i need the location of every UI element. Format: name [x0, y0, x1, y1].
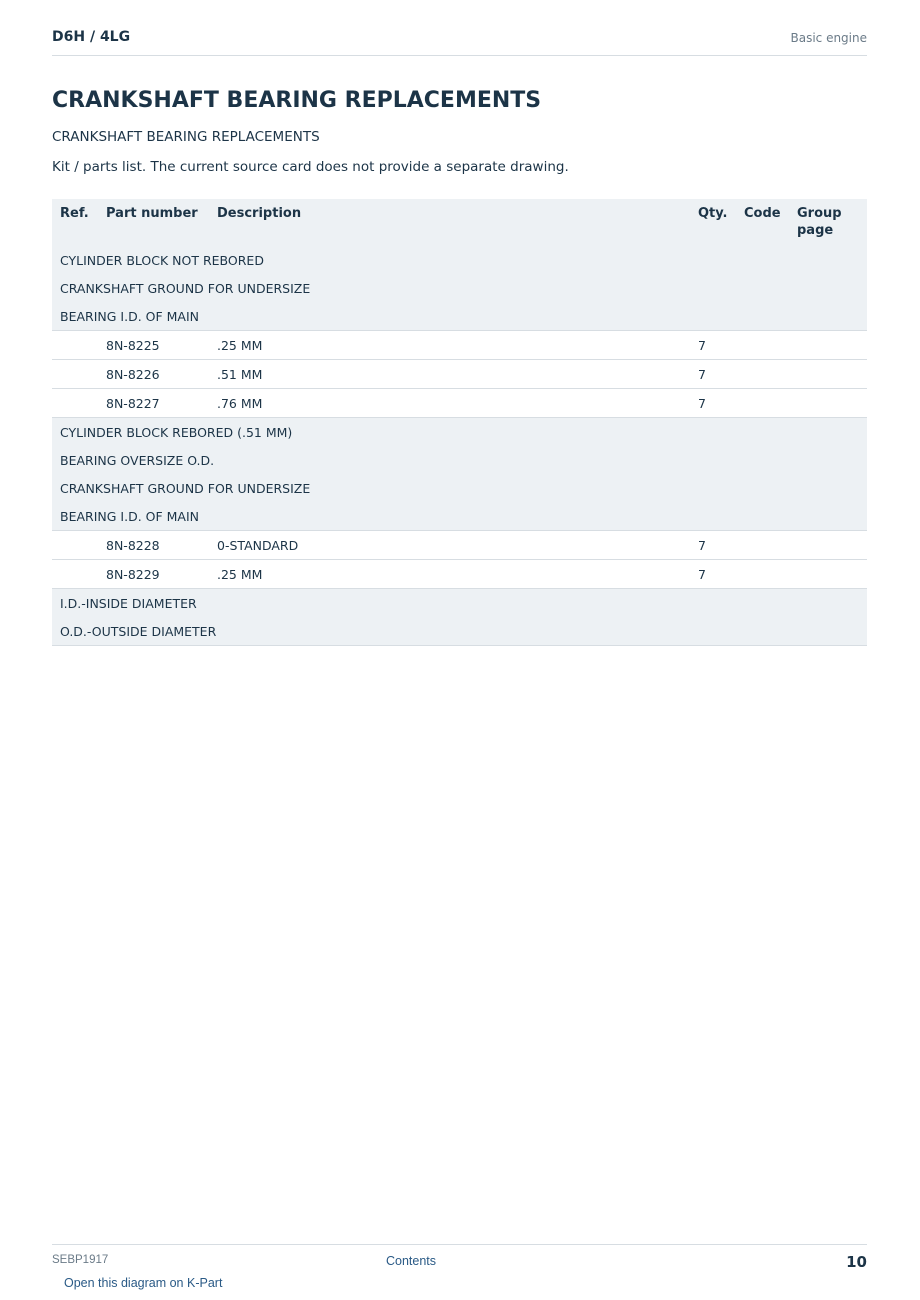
qty-cell: 7 — [690, 360, 736, 389]
table-row — [52, 531, 867, 560]
qty-cell: 7 — [690, 389, 736, 418]
group-heading-text: CYLINDER BLOCK NOT REBORED — [52, 246, 867, 274]
group-heading-row — [52, 246, 867, 274]
table-row — [52, 331, 867, 360]
column-header-description: Description — [209, 199, 690, 246]
page-number: 10 — [846, 1253, 867, 1271]
column-header-qty: Qty. — [690, 199, 736, 246]
code-cell — [736, 531, 789, 560]
parts-table — [52, 199, 867, 646]
contents-link[interactable]: Contents — [386, 1254, 437, 1268]
group-page-cell — [789, 560, 867, 589]
group-page-cell — [789, 360, 867, 389]
page-note: Kit / parts list. The current source card does not provide a separate drawing. — [52, 159, 569, 175]
ref-cell — [52, 360, 98, 389]
code-cell — [736, 389, 789, 418]
description-cell: .25 MM — [209, 331, 690, 360]
document-id: SEBP1917 — [52, 1254, 109, 1266]
page-title: CRANKSHAFT BEARING REPLACEMENTS — [52, 88, 542, 113]
page-footer — [52, 1244, 867, 1269]
description-cell: 0-STANDARD — [209, 531, 690, 560]
table-row — [52, 360, 867, 389]
column-header-group-page: Group page — [789, 199, 867, 246]
parts-table-body — [52, 246, 867, 646]
group-heading-text: O.D.-OUTSIDE DIAMETER — [52, 617, 867, 646]
section-label: Basic engine — [790, 31, 867, 45]
description-cell: .25 MM — [209, 560, 690, 589]
part-number-cell: 8N-8226 — [98, 360, 209, 389]
code-cell — [736, 360, 789, 389]
ref-cell — [52, 560, 98, 589]
part-number-cell: 8N-8228 — [98, 531, 209, 560]
page-subtitle: CRANKSHAFT BEARING REPLACEMENTS — [52, 129, 320, 145]
group-page-cell — [789, 531, 867, 560]
ref-cell — [52, 531, 98, 560]
part-number-cell: 8N-8225 — [98, 331, 209, 360]
column-header-ref: Ref. — [52, 199, 98, 246]
group-page-cell — [789, 331, 867, 360]
group-heading-row — [52, 617, 867, 646]
group-heading-row — [52, 502, 867, 531]
group-heading-text: I.D.-INSIDE DIAMETER — [52, 589, 867, 618]
part-number-cell: 8N-8227 — [98, 389, 209, 418]
group-heading-text: CRANKSHAFT GROUND FOR UNDERSIZE — [52, 474, 867, 502]
group-heading-row — [52, 474, 867, 502]
group-heading-text: CYLINDER BLOCK REBORED (.51 MM) — [52, 418, 867, 447]
code-cell — [736, 560, 789, 589]
description-cell: .76 MM — [209, 389, 690, 418]
group-heading-text: BEARING I.D. OF MAIN — [52, 502, 867, 531]
page-header — [52, 28, 867, 56]
group-heading-text: BEARING OVERSIZE O.D. — [52, 446, 867, 474]
group-heading-row — [52, 589, 867, 618]
qty-cell: 7 — [690, 531, 736, 560]
qty-cell: 7 — [690, 331, 736, 360]
column-header-part-number: Part number — [98, 199, 209, 246]
column-header-code: Code — [736, 199, 789, 246]
group-heading-row — [52, 418, 867, 447]
group-heading-text: CRANKSHAFT GROUND FOR UNDERSIZE — [52, 274, 867, 302]
qty-cell: 7 — [690, 560, 736, 589]
table-header-row — [52, 199, 867, 246]
group-heading-row — [52, 302, 867, 331]
table-row — [52, 389, 867, 418]
ref-cell — [52, 389, 98, 418]
group-page-cell — [789, 389, 867, 418]
code-cell — [736, 331, 789, 360]
ref-cell — [52, 331, 98, 360]
table-row — [52, 560, 867, 589]
model-label: D6H / 4LG — [52, 29, 131, 45]
part-number-cell: 8N-8229 — [98, 560, 209, 589]
open-kpart-link[interactable]: Open this diagram on K-Part — [64, 1276, 223, 1290]
group-heading-row — [52, 446, 867, 474]
group-heading-text: BEARING I.D. OF MAIN — [52, 302, 867, 331]
group-heading-row — [52, 274, 867, 302]
description-cell: .51 MM — [209, 360, 690, 389]
